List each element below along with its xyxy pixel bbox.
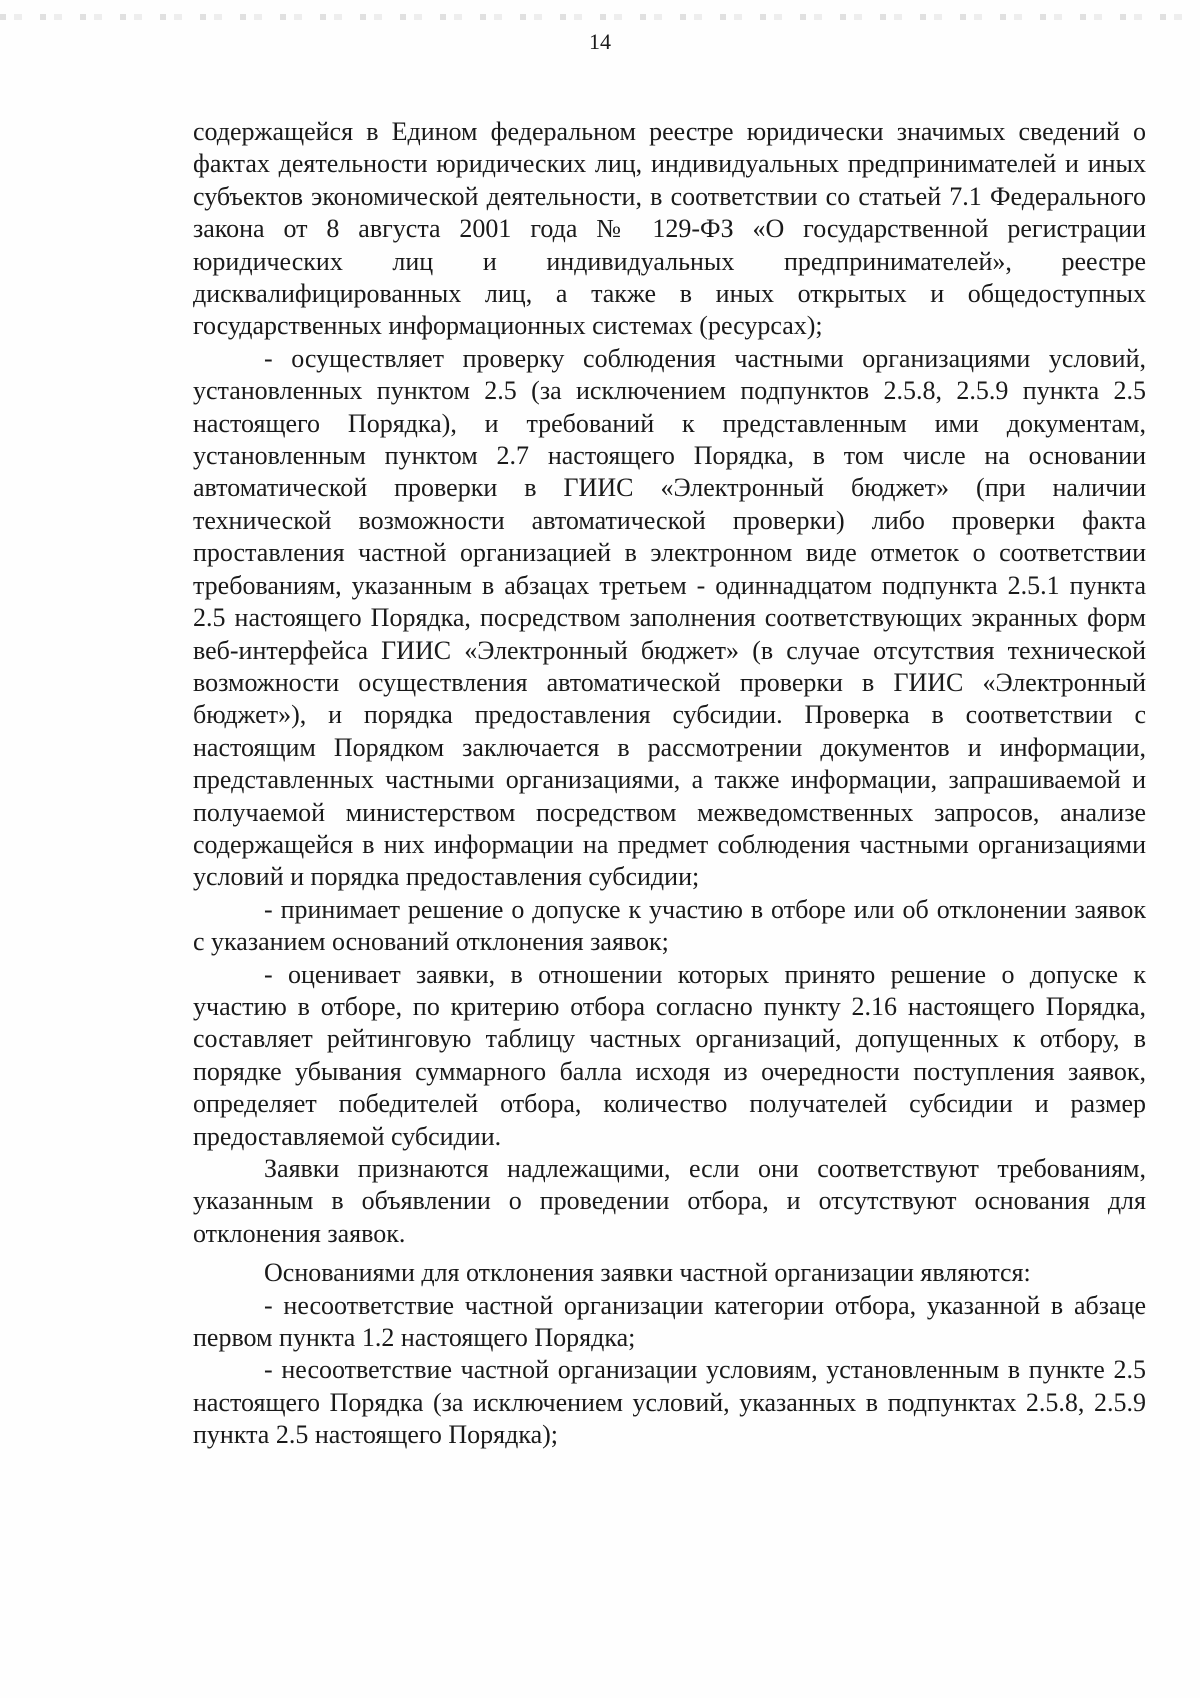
page-number: 14 — [589, 29, 611, 54]
paragraph-verification: - осуществляет проверку соблюдения частными организациями условий, установленных пунктом 2.5 (за исключением подпунктов 2.5.8, 2.5.9 пункта 2.5 настоящего Порядка), и требований к представленным ими документам, установленным пунктом 2.7 настоящего Порядка, в том числе на основании автоматической проверки в ГИИС «Электронный бюджет» (при наличии технической возможности автоматической проверки) либо проверки факта проставления частной организацией в электронном виде отметок о соответствии требованиям, указанным в абзацах третьем - одиннадцатом подпункта 2.5.1 пункта 2.5 настоящего Порядка, посредством заполнения соответствующих экранных форм веб-интерфейса ГИИС «Электронный бюджет» (в случае отсутствия технической возможности осуществления автоматической проверки в ГИИС «Электронный бюджет»), и порядка предоставления субсидии. Проверка в соответствии с настоящим Порядком заключается в рассмотрении документов и информации, представленных частными организациями, а также информации, запрашиваемой и получаемой министерством посредством межведомственных запросов, анализе содержащейся в них информации на предмет соблюдения частными организациями условий и порядка предоставления субсидии; — [193, 343, 1146, 892]
document-body — [193, 116, 1146, 1452]
paragraph-registry-sources: содержащейся в Едином федеральном реестре юридически значимых сведений о фактах деятельности юридических лиц, индивидуальных предпринимателей и иных субъектов экономической деятельности, в соответствии со статьей 7.1 Федерального закона от 8 августа 2001 года № 129-ФЗ «О государственной регистрации юридических лиц и индивидуальных предпринимателей», реестре дисквалифицированных лиц, а также в иных открытых и общедоступных государственных информационных системах (ресурсах); — [193, 117, 1146, 341]
paragraph-admission-decision: - принимает решение о допуске к участию в отборе или об отклонении заявок с указанием оснований отклонения заявок; — [193, 894, 1146, 957]
paragraph-rejection-conditions: - несоответствие частной организации условиям, установленным в пункте 2.5 настоящего Порядка (за исключением условий, указанных в подпунктах 2.5.8, 2.5.9 пункта 2.5 настоящего Порядка); — [193, 1355, 1146, 1450]
paragraph-proper-applications: Заявки признаются надлежащими, если они соответствуют требованиям, указанным в объявлении о проведении отбора, и отсутствуют основания для отклонения заявок. — [193, 1154, 1146, 1248]
paragraph-rejection-grounds-intro: Основаниями для отклонения заявки частной организации являются: — [264, 1258, 1031, 1288]
scan-edge-artifact — [0, 14, 1200, 20]
paragraph-evaluation: - оценивает заявки, в отношении которых принято решение о допуске к участию в отборе, по критерию отбора согласно пункту 2.16 настоящего Порядка, составляет рейтинговую таблицу частных организаций, допущенных к отбору, в порядке убывания суммарного балла исходя из очередности поступления заявок, определяет победителей отбора, количество получателей субсидии и размер предоставляемой субсидии. — [193, 959, 1146, 1151]
paragraph-rejection-category: - несоответствие частной организации категории отбора, указанной в абзаце первом пункта 1.2 настоящего Порядка; — [193, 1290, 1146, 1353]
